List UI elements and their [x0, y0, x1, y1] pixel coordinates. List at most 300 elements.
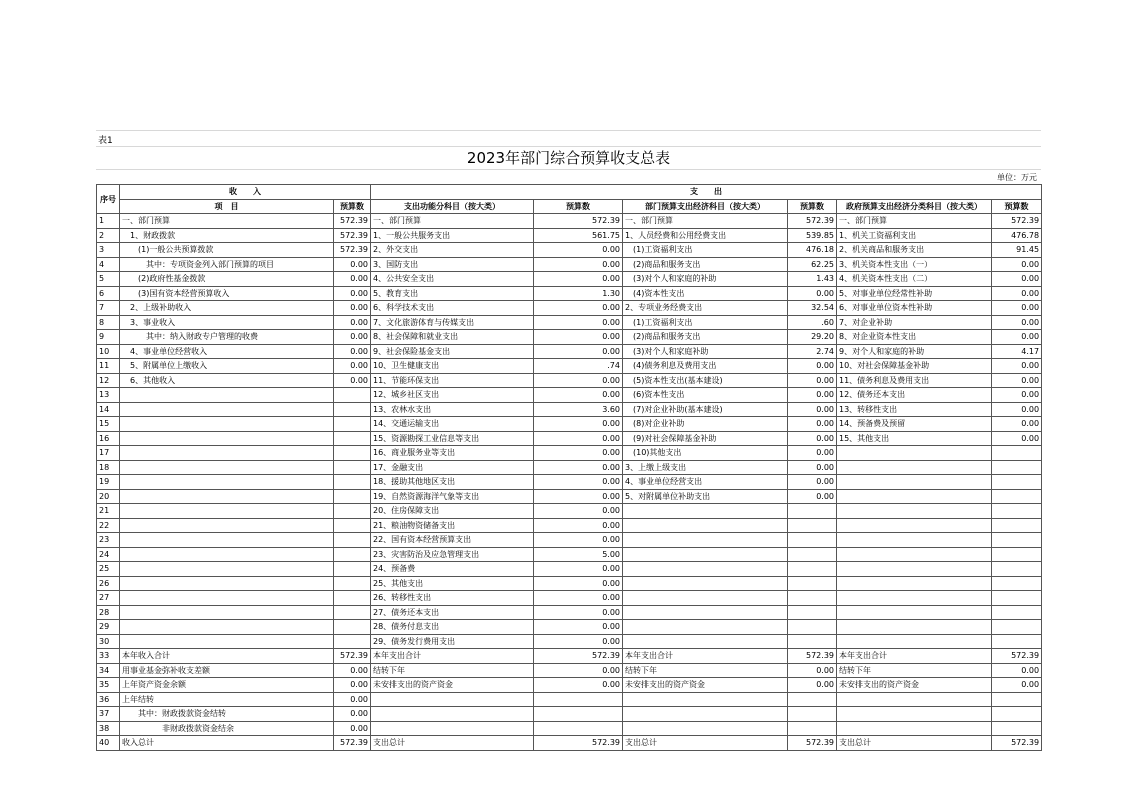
income-item [120, 402, 334, 417]
dept-econ-budget [788, 634, 837, 649]
income-item: 6、其他收入 [120, 373, 334, 388]
gov-econ-item: 7、对企业补助 [837, 315, 992, 330]
func-budget: 572.39 [534, 214, 623, 229]
row-seq: 14 [97, 402, 120, 417]
gov-econ-item [837, 721, 992, 736]
table-row [97, 417, 1042, 432]
gov-econ-item [837, 533, 992, 548]
income-item: 一、部门预算 [120, 214, 334, 229]
gov-econ-item [837, 504, 992, 519]
gov-econ-item: 本年支出合计 [837, 649, 992, 664]
row-seq: 12 [97, 373, 120, 388]
gov-econ-item: 15、其他支出 [837, 431, 992, 446]
func-budget: 0.00 [534, 417, 623, 432]
dept-econ-budget [788, 533, 837, 548]
func-budget: 0.00 [534, 373, 623, 388]
gov-econ-budget [992, 547, 1042, 562]
func-budget: 0.00 [534, 678, 623, 693]
row-seq: 5 [97, 272, 120, 287]
func-budget: 1.30 [534, 286, 623, 301]
dept-econ-item [623, 634, 788, 649]
income-budget [334, 591, 371, 606]
income-item [120, 460, 334, 475]
row-seq: 35 [97, 678, 120, 693]
table-row [97, 663, 1042, 678]
gov-econ-budget [992, 533, 1042, 548]
table-row [97, 475, 1042, 490]
income-budget [334, 460, 371, 475]
gov-econ-item: 8、对企业资本性支出 [837, 330, 992, 345]
table-row [97, 562, 1042, 577]
income-item: 用事业基金弥补收支差额 [120, 663, 334, 678]
gov-econ-budget [992, 634, 1042, 649]
row-seq: 1 [97, 214, 120, 229]
table-row [97, 301, 1042, 316]
dept-econ-item: (1)工资福利支出 [623, 315, 788, 330]
func-budget [534, 707, 623, 722]
income-budget [334, 547, 371, 562]
dept-econ-budget: 29.20 [788, 330, 837, 345]
income-item: 上年资产资金余额 [120, 678, 334, 693]
gov-econ-item: 10、对社会保障基金补助 [837, 359, 992, 374]
row-seq: 6 [97, 286, 120, 301]
func-item: 10、卫生健康支出 [371, 359, 534, 374]
func-budget: 0.00 [534, 663, 623, 678]
func-item: 13、农林水支出 [371, 402, 534, 417]
page-title: 2023年部门综合预算收支总表 [96, 146, 1041, 169]
gov-econ-budget: 91.45 [992, 243, 1042, 258]
func-item: 结转下年 [371, 663, 534, 678]
income-item: 4、事业单位经营收入 [120, 344, 334, 359]
func-item: 3、国防支出 [371, 257, 534, 272]
func-budget: 572.39 [534, 736, 623, 751]
income-budget: 572.39 [334, 228, 371, 243]
dept-econ-item: (5)资本性支出(基本建设) [623, 373, 788, 388]
func-item: 21、粮油物资储备支出 [371, 518, 534, 533]
table-row [97, 489, 1042, 504]
income-item [120, 533, 334, 548]
row-seq: 16 [97, 431, 120, 446]
gov-econ-item [837, 576, 992, 591]
func-item: 4、公共安全支出 [371, 272, 534, 287]
income-budget: 0.00 [334, 692, 371, 707]
table-row [97, 605, 1042, 620]
dept-econ-item: 4、事业单位经营支出 [623, 475, 788, 490]
func-budget: 0.00 [534, 272, 623, 287]
table-row [97, 373, 1042, 388]
func-item: 27、债务还本支出 [371, 605, 534, 620]
dept-econ-item [623, 605, 788, 620]
func-item: 1、一般公共服务支出 [371, 228, 534, 243]
income-item: 1、财政拨款 [120, 228, 334, 243]
income-item [120, 431, 334, 446]
header-item: 项 目 [120, 199, 334, 214]
func-budget: 0.00 [534, 388, 623, 403]
income-budget [334, 489, 371, 504]
dept-econ-item [623, 692, 788, 707]
table-row [97, 344, 1042, 359]
income-item [120, 518, 334, 533]
func-budget: 0.00 [534, 257, 623, 272]
table-row [97, 460, 1042, 475]
func-item: 17、金融支出 [371, 460, 534, 475]
income-budget: 0.00 [334, 286, 371, 301]
dept-econ-item: (1)工资福利支出 [623, 243, 788, 258]
row-seq: 36 [97, 692, 120, 707]
income-item: 非财政拨款资金结余 [120, 721, 334, 736]
header-row-1 [97, 185, 1042, 200]
income-item [120, 634, 334, 649]
func-item: 2、外交支出 [371, 243, 534, 258]
dept-econ-budget: 0.00 [788, 460, 837, 475]
gov-econ-item: 11、债务利息及费用支出 [837, 373, 992, 388]
table-row [97, 620, 1042, 635]
income-budget: 0.00 [334, 344, 371, 359]
income-item: 上年结转 [120, 692, 334, 707]
income-item: 其中：财政拨款资金结转 [120, 707, 334, 722]
func-budget [534, 721, 623, 736]
row-seq: 24 [97, 547, 120, 562]
func-budget: 0.00 [534, 605, 623, 620]
income-item: (3)国有资本经营预算收入 [120, 286, 334, 301]
row-seq: 28 [97, 605, 120, 620]
dept-econ-item: 未安排支出的资产资金 [623, 678, 788, 693]
func-item: 16、商业服务业等支出 [371, 446, 534, 461]
dept-econ-budget [788, 504, 837, 519]
income-budget [334, 431, 371, 446]
row-seq: 40 [97, 736, 120, 751]
gov-econ-budget: 0.00 [992, 417, 1042, 432]
row-seq: 7 [97, 301, 120, 316]
table-row [97, 214, 1042, 229]
func-item: 24、预备费 [371, 562, 534, 577]
income-item [120, 562, 334, 577]
gov-econ-item [837, 446, 992, 461]
header-budget: 预算数 [334, 199, 371, 214]
income-budget: 0.00 [334, 315, 371, 330]
func-item: 28、债务付息支出 [371, 620, 534, 635]
row-seq: 8 [97, 315, 120, 330]
func-budget: .74 [534, 359, 623, 374]
gov-econ-budget [992, 489, 1042, 504]
dept-econ-budget: 62.25 [788, 257, 837, 272]
func-item: 15、资源勘探工业信息等支出 [371, 431, 534, 446]
func-item: 支出总计 [371, 736, 534, 751]
row-seq: 15 [97, 417, 120, 432]
dept-econ-item: 1、人员经费和公用经费支出 [623, 228, 788, 243]
table-row [97, 359, 1042, 374]
func-item: 26、转移性支出 [371, 591, 534, 606]
dept-econ-item: 支出总计 [623, 736, 788, 751]
dept-econ-item: 本年支出合计 [623, 649, 788, 664]
func-item: 11、节能环保支出 [371, 373, 534, 388]
income-item: 其中：专项资金列入部门预算的项目 [120, 257, 334, 272]
dept-econ-budget: 0.00 [788, 678, 837, 693]
income-item [120, 417, 334, 432]
dept-econ-budget: 572.39 [788, 214, 837, 229]
func-budget: 0.00 [534, 634, 623, 649]
gov-econ-item: 13、转移性支出 [837, 402, 992, 417]
gov-econ-budget [992, 562, 1042, 577]
table-row [97, 707, 1042, 722]
gov-econ-budget: 0.00 [992, 330, 1042, 345]
dept-econ-budget: 0.00 [788, 373, 837, 388]
row-seq: 2 [97, 228, 120, 243]
header-budget: 预算数 [788, 199, 837, 214]
dept-econ-budget: 1.43 [788, 272, 837, 287]
income-budget: 0.00 [334, 330, 371, 345]
dept-econ-budget: 0.00 [788, 489, 837, 504]
dept-econ-budget: 572.39 [788, 736, 837, 751]
func-item: 6、科学技术支出 [371, 301, 534, 316]
income-budget: 0.00 [334, 257, 371, 272]
gov-econ-item [837, 489, 992, 504]
gov-econ-budget: 0.00 [992, 257, 1042, 272]
dept-econ-item: 结转下年 [623, 663, 788, 678]
gov-econ-item: 1、机关工资福利支出 [837, 228, 992, 243]
income-item: 5、附属单位上缴收入 [120, 359, 334, 374]
dept-econ-budget: 32.54 [788, 301, 837, 316]
dept-econ-budget: 0.00 [788, 431, 837, 446]
func-budget: 0.00 [534, 576, 623, 591]
row-seq: 34 [97, 663, 120, 678]
row-seq: 11 [97, 359, 120, 374]
gov-econ-budget: 0.00 [992, 402, 1042, 417]
func-item [371, 692, 534, 707]
dept-econ-item: 一、部门预算 [623, 214, 788, 229]
table-row [97, 736, 1042, 751]
gov-econ-item: 14、预备费及预留 [837, 417, 992, 432]
func-budget: 0.00 [534, 431, 623, 446]
income-item [120, 489, 334, 504]
func-budget: 0.00 [534, 446, 623, 461]
dept-econ-item: (7)对企业补助(基本建设) [623, 402, 788, 417]
table-row [97, 243, 1042, 258]
dept-econ-budget: 0.00 [788, 417, 837, 432]
gov-econ-budget [992, 620, 1042, 635]
dept-econ-item: 3、上缴上级支出 [623, 460, 788, 475]
func-budget [534, 692, 623, 707]
table-row [97, 504, 1042, 519]
header-dept-econ-col: 部门预算支出经济科目（按大类） [623, 199, 788, 214]
gov-econ-budget [992, 576, 1042, 591]
header-budget: 预算数 [534, 199, 623, 214]
dept-econ-item [623, 504, 788, 519]
gov-econ-budget [992, 518, 1042, 533]
gov-econ-item [837, 692, 992, 707]
dept-econ-item: 5、对附属单位补助支出 [623, 489, 788, 504]
income-budget [334, 417, 371, 432]
header-expenditure: 支 出 [371, 185, 1042, 200]
row-seq: 38 [97, 721, 120, 736]
table-row [97, 330, 1042, 345]
income-item: (2)政府性基金拨款 [120, 272, 334, 287]
gov-econ-item: 4、机关资本性支出（二） [837, 272, 992, 287]
gov-econ-item [837, 605, 992, 620]
gov-econ-budget: 0.00 [992, 359, 1042, 374]
dept-econ-budget: 572.39 [788, 649, 837, 664]
gov-econ-budget [992, 591, 1042, 606]
income-item [120, 388, 334, 403]
income-budget [334, 446, 371, 461]
income-budget: 0.00 [334, 301, 371, 316]
func-item: 25、其他支出 [371, 576, 534, 591]
row-seq: 18 [97, 460, 120, 475]
sheet-label: 表1 [98, 136, 113, 146]
gov-econ-item: 6、对事业单位资本性补助 [837, 301, 992, 316]
table-row [97, 721, 1042, 736]
func-item: 23、灾害防治及应急管理支出 [371, 547, 534, 562]
table-row [97, 286, 1042, 301]
gov-econ-budget: 0.00 [992, 373, 1042, 388]
gov-econ-item [837, 518, 992, 533]
income-item [120, 547, 334, 562]
gov-econ-item [837, 620, 992, 635]
gov-econ-budget [992, 475, 1042, 490]
income-item: 本年收入合计 [120, 649, 334, 664]
gov-econ-budget [992, 707, 1042, 722]
func-item [371, 707, 534, 722]
gov-econ-item [837, 547, 992, 562]
dept-econ-budget: 0.00 [788, 446, 837, 461]
gov-econ-item [837, 707, 992, 722]
table-row [97, 649, 1042, 664]
dept-econ-item: (4)债务利息及费用支出 [623, 359, 788, 374]
dept-econ-item: (2)商品和服务支出 [623, 330, 788, 345]
row-seq: 27 [97, 591, 120, 606]
dept-econ-item [623, 518, 788, 533]
func-item: 20、住房保障支出 [371, 504, 534, 519]
table-row [97, 272, 1042, 287]
row-seq: 22 [97, 518, 120, 533]
func-budget: 0.00 [534, 344, 623, 359]
gov-econ-budget [992, 605, 1042, 620]
table-row [97, 228, 1042, 243]
func-budget: 572.39 [534, 649, 623, 664]
income-item [120, 504, 334, 519]
gov-econ-budget: 0.00 [992, 286, 1042, 301]
func-item: 一、部门预算 [371, 214, 534, 229]
dept-econ-item: (3)对个人和家庭的补助 [623, 272, 788, 287]
gov-econ-item [837, 460, 992, 475]
income-budget: 0.00 [334, 707, 371, 722]
dept-econ-item: (10)其他支出 [623, 446, 788, 461]
gov-econ-budget: 476.78 [992, 228, 1042, 243]
table-row [97, 678, 1042, 693]
income-budget [334, 475, 371, 490]
unit-label: 单位：万元 [997, 173, 1037, 182]
gov-econ-item [837, 562, 992, 577]
func-item: 14、交通运输支出 [371, 417, 534, 432]
table-row [97, 402, 1042, 417]
row-seq: 19 [97, 475, 120, 490]
income-budget [334, 620, 371, 635]
func-item: 29、债务发行费用支出 [371, 634, 534, 649]
func-budget: 3.60 [534, 402, 623, 417]
func-budget: 0.00 [534, 518, 623, 533]
header-gov-econ-col: 政府预算支出经济分类科目（按大类） [837, 199, 992, 214]
income-item [120, 620, 334, 635]
func-budget: 0.00 [534, 315, 623, 330]
income-item [120, 591, 334, 606]
table-row [97, 576, 1042, 591]
table-row [97, 257, 1042, 272]
spreadsheet [96, 130, 1041, 751]
row-seq: 17 [97, 446, 120, 461]
gov-econ-budget: 0.00 [992, 315, 1042, 330]
dept-econ-budget [788, 518, 837, 533]
dept-econ-budget [788, 721, 837, 736]
row-seq: 21 [97, 504, 120, 519]
table-row [97, 388, 1042, 403]
income-budget [334, 562, 371, 577]
budget-table [96, 184, 1042, 751]
gov-econ-item: 结转下年 [837, 663, 992, 678]
dept-econ-budget [788, 707, 837, 722]
gov-econ-budget: 0.00 [992, 663, 1042, 678]
func-item [371, 721, 534, 736]
income-item: (1)一般公共预算拨款 [120, 243, 334, 258]
income-budget [334, 634, 371, 649]
row-seq: 13 [97, 388, 120, 403]
income-item [120, 605, 334, 620]
dept-econ-item: (6)资本性支出 [623, 388, 788, 403]
income-item: 3、事业收入 [120, 315, 334, 330]
func-budget: 561.75 [534, 228, 623, 243]
row-seq: 10 [97, 344, 120, 359]
func-item: 22、国有资本经营预算支出 [371, 533, 534, 548]
gov-econ-budget [992, 460, 1042, 475]
dept-econ-item [623, 591, 788, 606]
func-item: 5、教育支出 [371, 286, 534, 301]
header-income: 收 入 [120, 185, 371, 200]
dept-econ-budget: 0.00 [788, 359, 837, 374]
dept-econ-budget: 539.85 [788, 228, 837, 243]
gov-econ-item: 2、机关商品和服务支出 [837, 243, 992, 258]
table-row [97, 315, 1042, 330]
dept-econ-budget [788, 605, 837, 620]
gov-econ-budget: 0.00 [992, 272, 1042, 287]
income-budget: 0.00 [334, 678, 371, 693]
dept-econ-item: (2)商品和服务支出 [623, 257, 788, 272]
header-seq: 序号 [97, 185, 120, 214]
table-row [97, 634, 1042, 649]
dept-econ-budget: 0.00 [788, 475, 837, 490]
func-budget: 0.00 [534, 533, 623, 548]
dept-econ-budget: 0.00 [788, 286, 837, 301]
dept-econ-budget: 0.00 [788, 388, 837, 403]
income-budget: 572.39 [334, 243, 371, 258]
row-seq: 3 [97, 243, 120, 258]
dept-econ-budget: .60 [788, 315, 837, 330]
row-seq: 20 [97, 489, 120, 504]
gov-econ-budget [992, 721, 1042, 736]
income-budget [334, 605, 371, 620]
gov-econ-item: 3、机关资本性支出（一） [837, 257, 992, 272]
unit-row [96, 169, 1041, 184]
income-budget: 572.39 [334, 736, 371, 751]
income-budget: 0.00 [334, 272, 371, 287]
dept-econ-budget [788, 591, 837, 606]
gov-econ-budget: 572.39 [992, 736, 1042, 751]
header-func-col: 支出功能分科目（按大类） [371, 199, 534, 214]
table-row [97, 547, 1042, 562]
income-budget: 0.00 [334, 359, 371, 374]
income-budget [334, 402, 371, 417]
func-budget: 0.00 [534, 504, 623, 519]
dept-econ-item: (9)对社会保障基金补助 [623, 431, 788, 446]
income-budget: 0.00 [334, 721, 371, 736]
